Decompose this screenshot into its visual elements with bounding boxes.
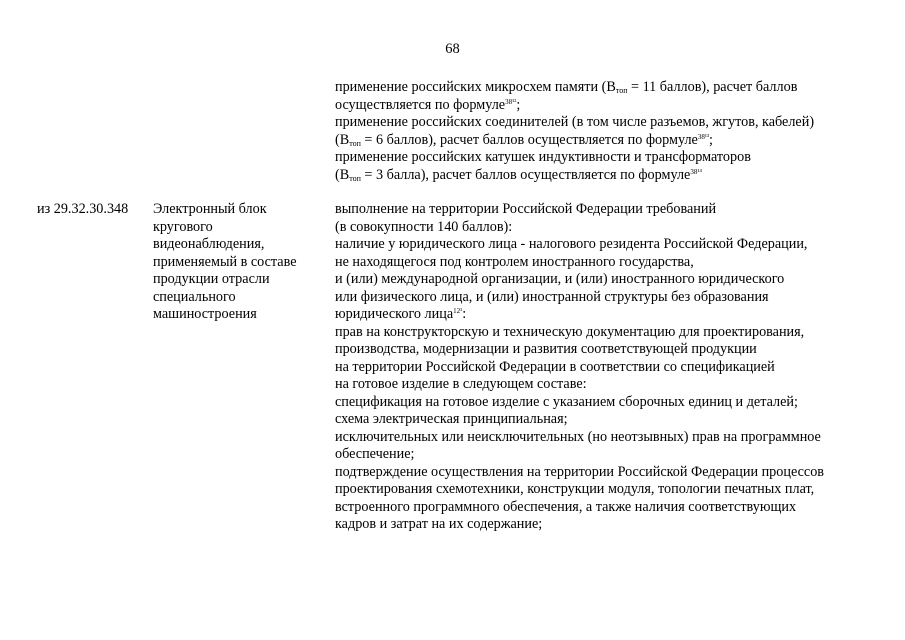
requirement-line: не находящегося под контролем иностранного государства, [335, 253, 694, 270]
requirement-line: подтверждение осуществления на территории Российской Федерации процессов [335, 463, 824, 480]
requirement-line: исключительных или неисключительных (но неотзывных) прав на программное [335, 428, 821, 445]
requirement-line: выполнение на территории Российской Федерации требований [335, 201, 717, 217]
product-name-line: кругового [153, 218, 213, 235]
text-line: применение российских соединителей (в том числе разъемов, жгутов, кабелей) [335, 114, 815, 130]
requirement-line: схема электрическая принципиальная; [335, 411, 568, 427]
requirement-line: наличие у юридического лица - налогового резидента Российской Федерации, [335, 236, 808, 252]
product-name-line: машиностроения [153, 306, 257, 322]
requirement-line: обеспечение; [335, 446, 415, 462]
product-name-line: видеонаблюдения, [153, 236, 265, 252]
requirement-line: спецификация на готовое изделие с указанием сборочных единиц и деталей; [335, 393, 798, 410]
product-code: из 29.32.30.348 [37, 201, 129, 217]
product-name-line: продукции отрасли [153, 271, 270, 287]
requirement-line: и (или) международной организации, и (или) иностранного юридического [335, 271, 785, 287]
text-line: ($В_{топ} = 6$ баллов), расчет баллов осуществляется по формуле$^{38^{13}}$; [335, 131, 713, 148]
requirement-line: кадров и затрат на их содержание; [335, 516, 543, 532]
text-line: применение российских микросхем памяти ($В_{топ} = 11$ баллов), расчет баллов [335, 79, 798, 95]
requirement-line: (в совокупности 140 баллов): [335, 218, 513, 235]
product-name-line: применяемый в составе [153, 253, 297, 270]
requirement-line: юридического лица$^{12^1}$: [335, 306, 467, 322]
requirement-line: или физического лица, и (или) иностранной структуры без образования [335, 288, 769, 305]
page-number: 68 [445, 41, 460, 57]
requirement-line: проектирования схемотехники, конструкции модуля, топологии печатных плат, [335, 481, 815, 497]
product-name-line: Электронный блок [153, 201, 267, 217]
text-line: ($В_{топ} = 3$ балла), расчет баллов осуществляется по формуле$^{38^{14}}$ [335, 166, 702, 183]
requirement-line: производства, модернизации и развития соответствующей продукции [335, 341, 757, 357]
text-line: осуществляется по формуле$^{38^{12}}$; [335, 96, 521, 113]
product-name-line: специального [153, 288, 236, 305]
product-name [153, 201, 328, 324]
requirement-line: прав на конструкторскую и техническую документацию для проектирования, [335, 323, 805, 340]
requirement-line: на готовое изделие в следующем составе: [335, 376, 587, 392]
text-line: применение российских катушек индуктивности и трансформаторов [335, 149, 751, 165]
requirement-line: на территории Российской Федерации в соответствии со спецификацией [335, 358, 775, 375]
continuation-text [335, 79, 875, 184]
requirements [335, 201, 875, 534]
requirement-line: встроенного программного обеспечения, а также наличия соответствующих [335, 498, 797, 515]
